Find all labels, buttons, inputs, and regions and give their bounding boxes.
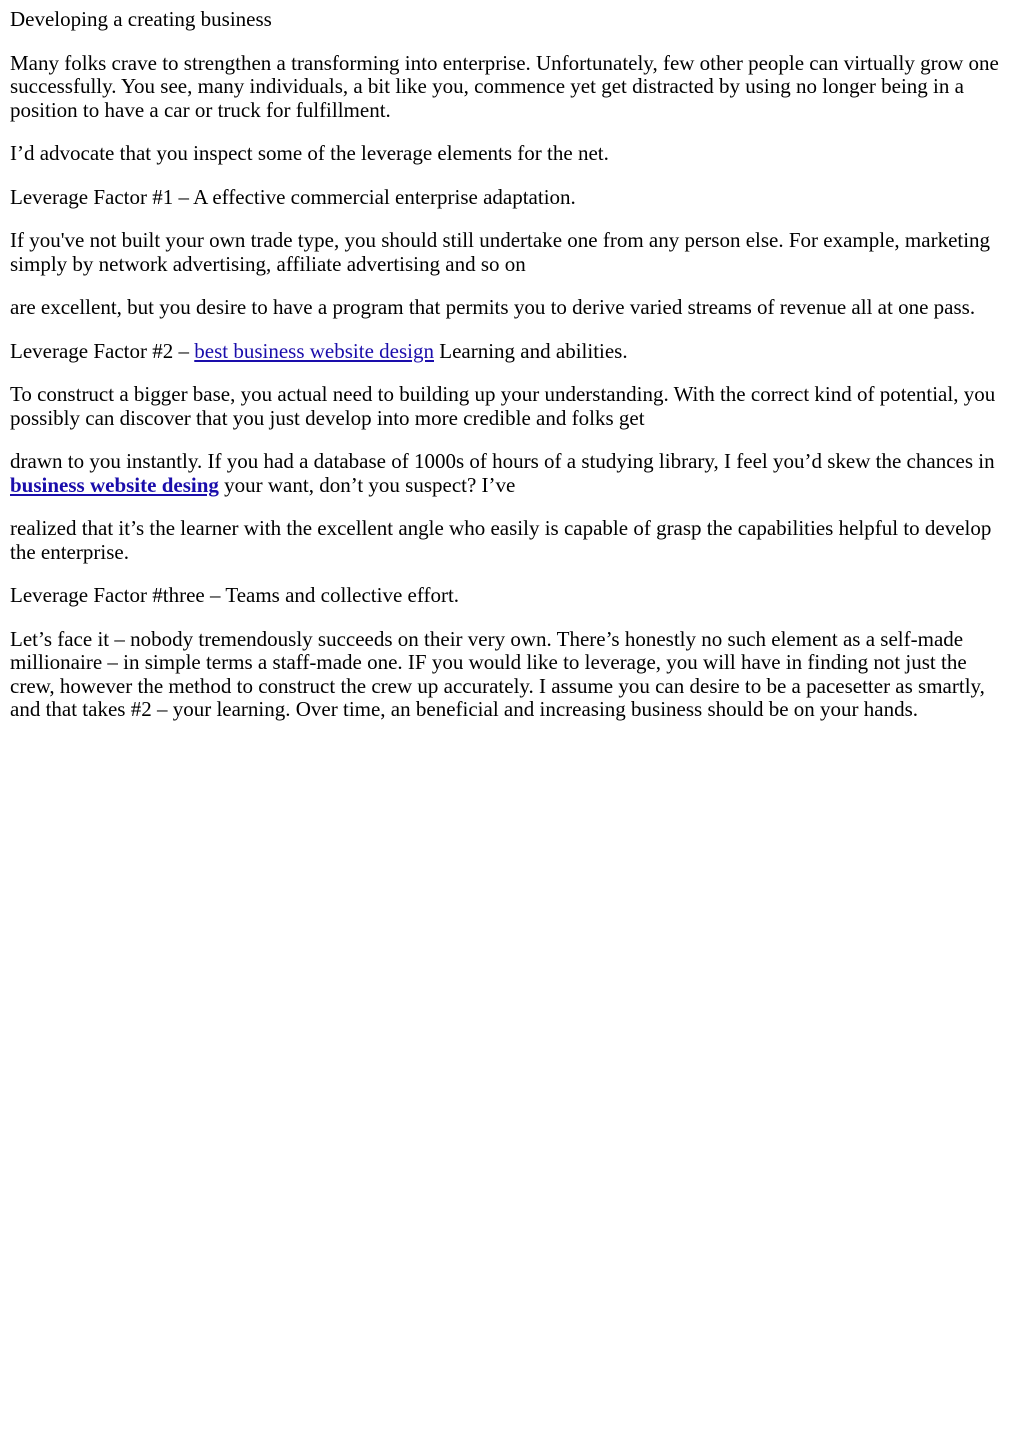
paragraph-trade-type: If you've not built your own trade type, you should still undertake one from any person else. For example, marketing simply by network advertising, affiliate advertising and so on [10,228,991,276]
paragraph-intro: Many folks crave to strengthen a transforming into enterprise. Unfortunately, few other people can virtually grow one successfully. You see, many individuals, a bit like you, commence yet get distracted by using no longer being in a position to have a car or truck for fulfillment. [10,50,999,122]
database-text-before: drawn to you instantly. If you had a database of 1000s of hours of a studying library, I feel you’d skew the chances in [10,449,995,473]
leverage-factor-2-suffix: Learning and abilities. [434,338,628,363]
business-website-desing-link[interactable]: business website desing [10,472,219,497]
heading-leverage-factor-1: Leverage Factor #1 – A effective commercial enterprise adaptation. [10,184,576,209]
paragraph-revenue-streams: are excellent, but you desire to have a program that permits you to derive varied streams of revenue all at one pass. [10,295,976,319]
page-title: Developing a creating business [10,7,272,31]
leverage-factor-2-prefix: Leverage Factor #2 – [10,338,195,363]
database-text-after: your want, don’t you suspect? I’ve [218,472,516,497]
paragraph-database [10,450,1014,497]
paragraph-teams: Let’s face it – nobody tremendously succeeds on their very own. There’s honestly no such element as a self-made millionaire – in simple terms a staff-made one. IF you would like to leverage, you will have in finding not just the crew, however the method to construct the crew up accurately. I assume you can desire to be a pacesetter as smartly, and that takes #2 – your learning. Over time, an beneficial and increasing business should be on your hands. [10,626,985,721]
paragraph-learner: realized that it’s the learner with the excellent angle who easily is capable of grasp the capabilities helpful to develop the enterprise. [10,516,992,564]
article [0,0,1024,722]
heading-leverage-factor-3: Leverage Factor #three – Teams and collective effort. [10,583,460,607]
best-business-website-design-link[interactable]: best business website design [194,338,434,363]
paragraph-understanding: To construct a bigger base, you actual need to building up your understanding. With the correct kind of potential, you possibly can discover that you just develop into more credible and folks get [10,382,996,430]
heading-leverage-factor-2 [10,340,1014,364]
paragraph-advice: I’d advocate that you inspect some of the leverage elements for the net. [10,141,609,165]
